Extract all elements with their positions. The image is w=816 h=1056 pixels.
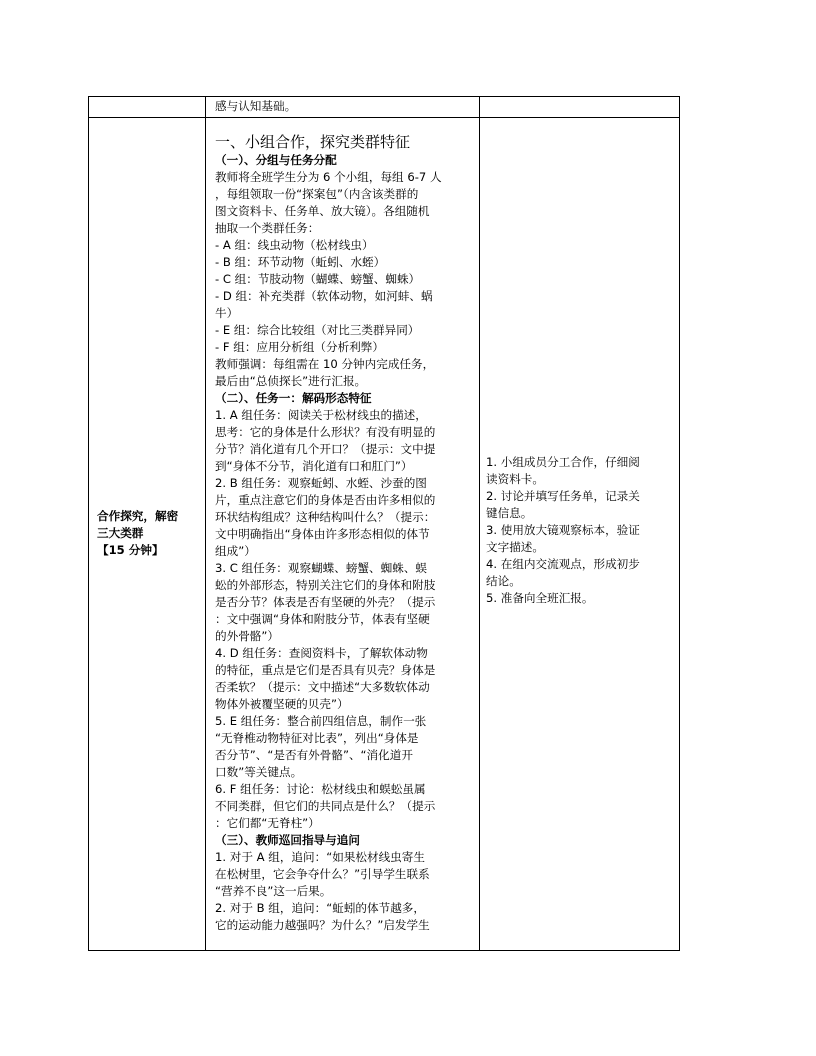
process-line: ：文中强调“身体和附肢分节，体表有坚硬 [215, 612, 430, 626]
row-divider [88, 117, 680, 118]
process-line: 最后由“总侦探长”进行汇报。 [215, 374, 367, 388]
process-line: 的特征，重点是它们是否具有贝壳？身体是 [215, 663, 436, 677]
process-line: 1. A 组任务：阅读关于松材线虫的描述， [215, 408, 427, 422]
section-label-line: 合作探究，解密 [97, 509, 179, 523]
subsection-heading: （二）、任务一：解码形态特征 [215, 391, 372, 405]
activity-line: 文字描述。 [486, 540, 544, 554]
student-activity-cell [486, 454, 640, 607]
process-line: 环状结构组成？这种结构叫什么？（提示： [215, 510, 436, 524]
process-line: 教师强调：每组需在 10 分钟内完成任务， [215, 357, 435, 371]
process-lines [215, 152, 473, 934]
process-line: 思考：它的身体是什么形状？有没有明显的 [215, 425, 436, 439]
process-line: - D 组：补充类群（软体动物，如河蚌、蜗 [215, 289, 433, 303]
subsection-heading: （一）、分组与任务分配 [215, 153, 337, 167]
section-label-line: 【15 分钟】 [97, 543, 164, 557]
process-line: 是否分节？体表是否有坚硬的外壳？（提示 [215, 595, 436, 609]
process-line: 蚣的外部形态，特别关注它们的身体和附肢 [215, 578, 436, 592]
process-line: 2. B 组任务：观察蚯蚓、水蛭、沙蚕的图 [215, 476, 427, 490]
activity-line: 1. 小组成员分工合作，仔细阅 [486, 455, 640, 469]
process-line: - E 组：综合比较组（对比三类群异同） [215, 323, 420, 337]
process-line: - B 组：环节动物（蚯蚓、水蛭） [215, 255, 386, 269]
table-border-left [88, 96, 89, 951]
process-line: 6. F 组任务：讨论：松材线虫和蜈蚣虽属 [215, 782, 426, 796]
process-line: ：它们都“无脊柱”） [215, 816, 320, 830]
process-line: 的外骨骼”） [215, 629, 279, 643]
process-line: - C 组：节肢动物（蝴蝶、螃蟹、蜘蛛） [215, 272, 421, 286]
process-line: 2. 对于 B 组，追问：“蚯蚓的体节越多， [215, 901, 425, 915]
activity-line: 4. 在组内交流观点，形成初步 [486, 557, 640, 571]
process-cell [215, 132, 473, 934]
process-line: “无脊椎动物特征对比表”，列出“身体是 [215, 731, 419, 745]
column-divider-2 [479, 96, 480, 951]
process-line: 图文资料卡、任务单、放大镜）。各组随机 [215, 204, 430, 218]
column-divider-1 [205, 96, 206, 951]
activity-line: 2. 讨论并填写任务单，记录关 [486, 489, 640, 503]
process-line: 分节？消化道有几个开口？（提示：文中提 [215, 442, 436, 456]
activity-line: 读资料卡。 [486, 472, 544, 486]
process-line: 不同类群，但它们的共同点是什么？（提示 [215, 799, 436, 813]
table-border-top [88, 96, 680, 97]
activity-line: 5. 准备向全班汇报。 [486, 591, 594, 605]
process-line: 否分节”、“是否有外骨骼”、“消化道开 [215, 748, 413, 762]
lesson-table [88, 96, 680, 951]
section-label-cell [97, 508, 178, 559]
process-line: 口数”等关键点。 [215, 765, 303, 779]
row1-content-cell: 感与认知基础。 [215, 99, 297, 113]
process-line: 抽取一个类群任务： [215, 221, 320, 235]
process-line: - A 组：线虫动物（松材线虫） [215, 238, 374, 252]
process-line: “营养不良”这一后果。 [215, 884, 332, 898]
process-line: 组成”） [215, 544, 256, 558]
process-line: 在松树里，它会争夺什么？”引导学生联系 [215, 867, 430, 881]
section-heading: 一、小组合作，探究类群特征 [215, 133, 411, 151]
activity-line: 3. 使用放大镜观察标本，验证 [486, 523, 640, 537]
subsection-heading: （三）、教师巡回指导与追问 [215, 833, 360, 847]
process-line: 4. D 组任务：查阅资料卡，了解软体动物 [215, 646, 428, 660]
table-border-right [679, 96, 680, 951]
process-line: 牛） [215, 306, 239, 320]
process-line: 否柔软？（提示：文中描述“大多数软体动 [215, 680, 430, 694]
process-line: 教师将全班学生分为 6 个小组，每组 6-7 人 [215, 170, 442, 184]
process-line: 片，重点注意它们的身体是否由许多相似的 [215, 493, 436, 507]
section-label-line: 三大类群 [97, 526, 144, 540]
process-line: 文中明确指出“身体由许多形态相似的体节 [215, 527, 430, 541]
process-line: 5. E 组任务：整合前四组信息，制作一张 [215, 714, 427, 728]
process-line: 3. C 组任务：观察蝴蝶、螃蟹、蜘蛛、蜈 [215, 561, 428, 575]
activity-line: 结论。 [486, 574, 521, 588]
process-line: 它的运动能力越强吗？为什么？”启发学生 [215, 918, 430, 932]
activity-line: 键信息。 [486, 506, 533, 520]
process-line: 物体外被覆坚硬的贝壳”） [215, 697, 349, 711]
process-line: 到“身体不分节，消化道有口和肛门”） [215, 459, 413, 473]
table-border-bottom [88, 950, 680, 951]
process-line: 1. 对于 A 组，追问：“如果松材线虫寄生 [215, 850, 425, 864]
process-line: - F 组：应用分析组（分析利弊） [215, 340, 384, 354]
process-line: ，每组领取一份“探案包”（内含该类群的 [215, 187, 419, 201]
